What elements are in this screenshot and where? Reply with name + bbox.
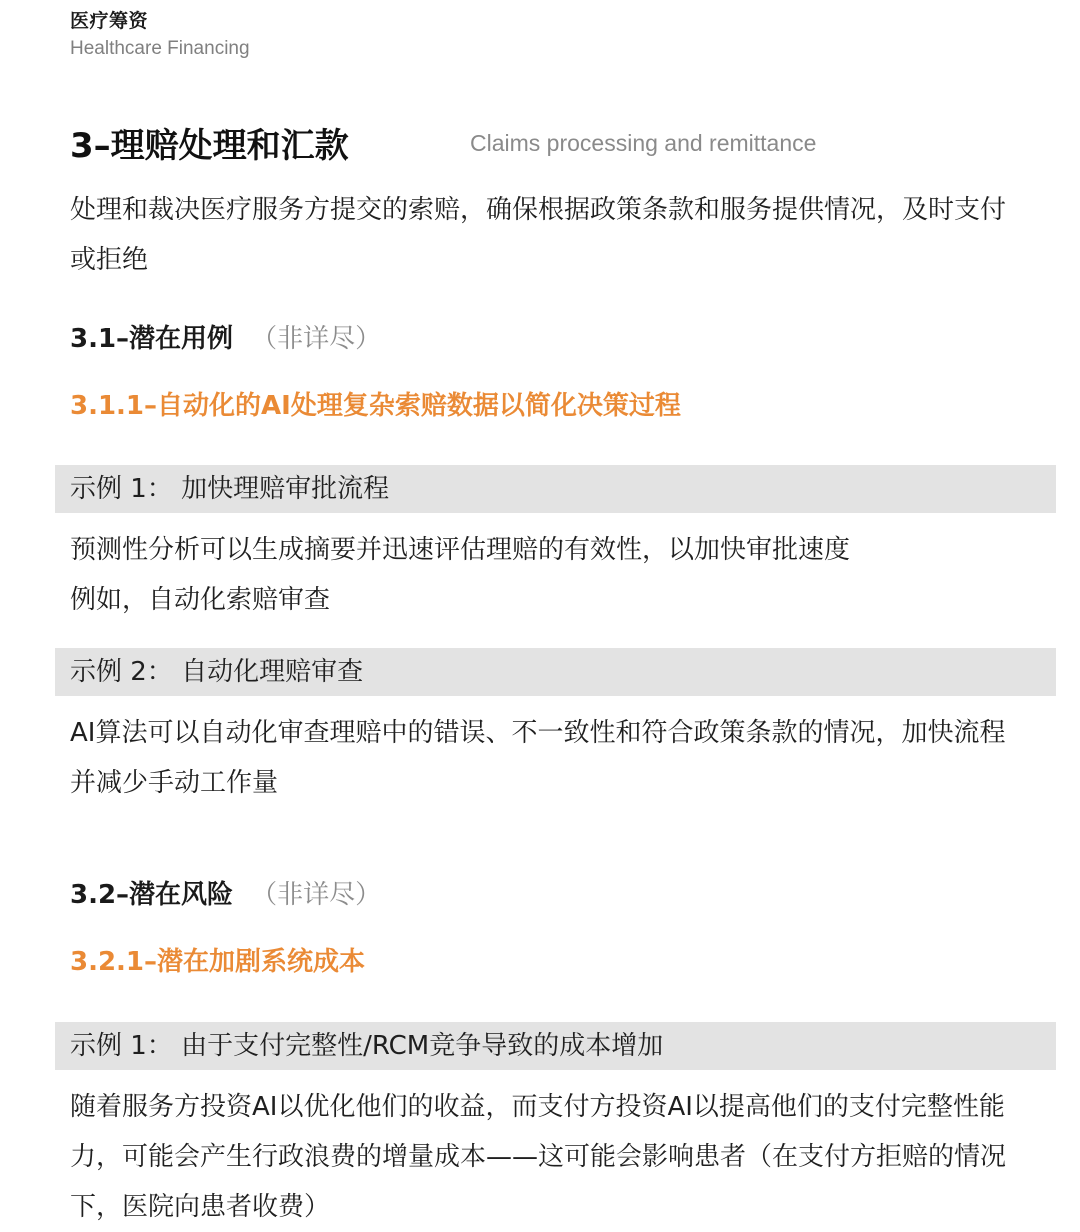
example-bar [55,465,1056,513]
example-title: 示例 2： 自动化理赔审查 [70,657,364,687]
example-body-line: 预测性分析可以生成摘要并迅速评估理赔的有效性，以加快审批速度 [70,535,851,565]
risks-heading-text: 3.2–潜在风险 [70,880,234,910]
risks-subheading: 3.2.1–潜在加剧系统成本 [70,947,366,977]
section-title-en: Claims processing and remittance [470,130,817,156]
document-header-cn: 医疗筹资 [70,10,149,32]
risks-note: （非详尽） [251,880,382,910]
use-cases-subheading: 3.1.1–自动化的AI处理复杂索赔数据以简化决策过程 [70,391,681,421]
example-body [70,525,1030,625]
document-header-en: Healthcare Financing [70,38,250,59]
example-body: AI算法可以自动化审查理赔中的错误、不一致性和符合政策条款的情况，加快流程并减少手动工作量 [70,718,1006,798]
example-body: 随着服务方投资AI以优化他们的收益，而支付方投资AI以提高他们的支付完整性能力，可能会产生行政浪费的增量成本——这可能会影响患者（在支付方拒赔的情况下，医院向患者收费） [70,1092,1007,1222]
section-description: 处理和裁决医疗服务方提交的索赔，确保根据政策条款和服务提供情况，及时支付或拒绝 [70,195,1007,275]
example-title: 示例 1： 加快理赔审批流程 [70,474,390,504]
section-title: 3–理赔处理和汇款 [70,126,349,166]
use-cases-heading-text: 3.1–潜在用例 [70,324,234,354]
use-cases-note: （非详尽） [251,324,382,354]
example-body-line: 例如，自动化索赔审查 [70,585,331,615]
use-cases-heading [70,318,381,355]
example-bar [55,648,1056,696]
example-title: 示例 1： 由于支付完整性/RCM竞争导致的成本增加 [70,1031,664,1061]
example-bar [55,1022,1056,1070]
risks-heading [70,874,381,911]
